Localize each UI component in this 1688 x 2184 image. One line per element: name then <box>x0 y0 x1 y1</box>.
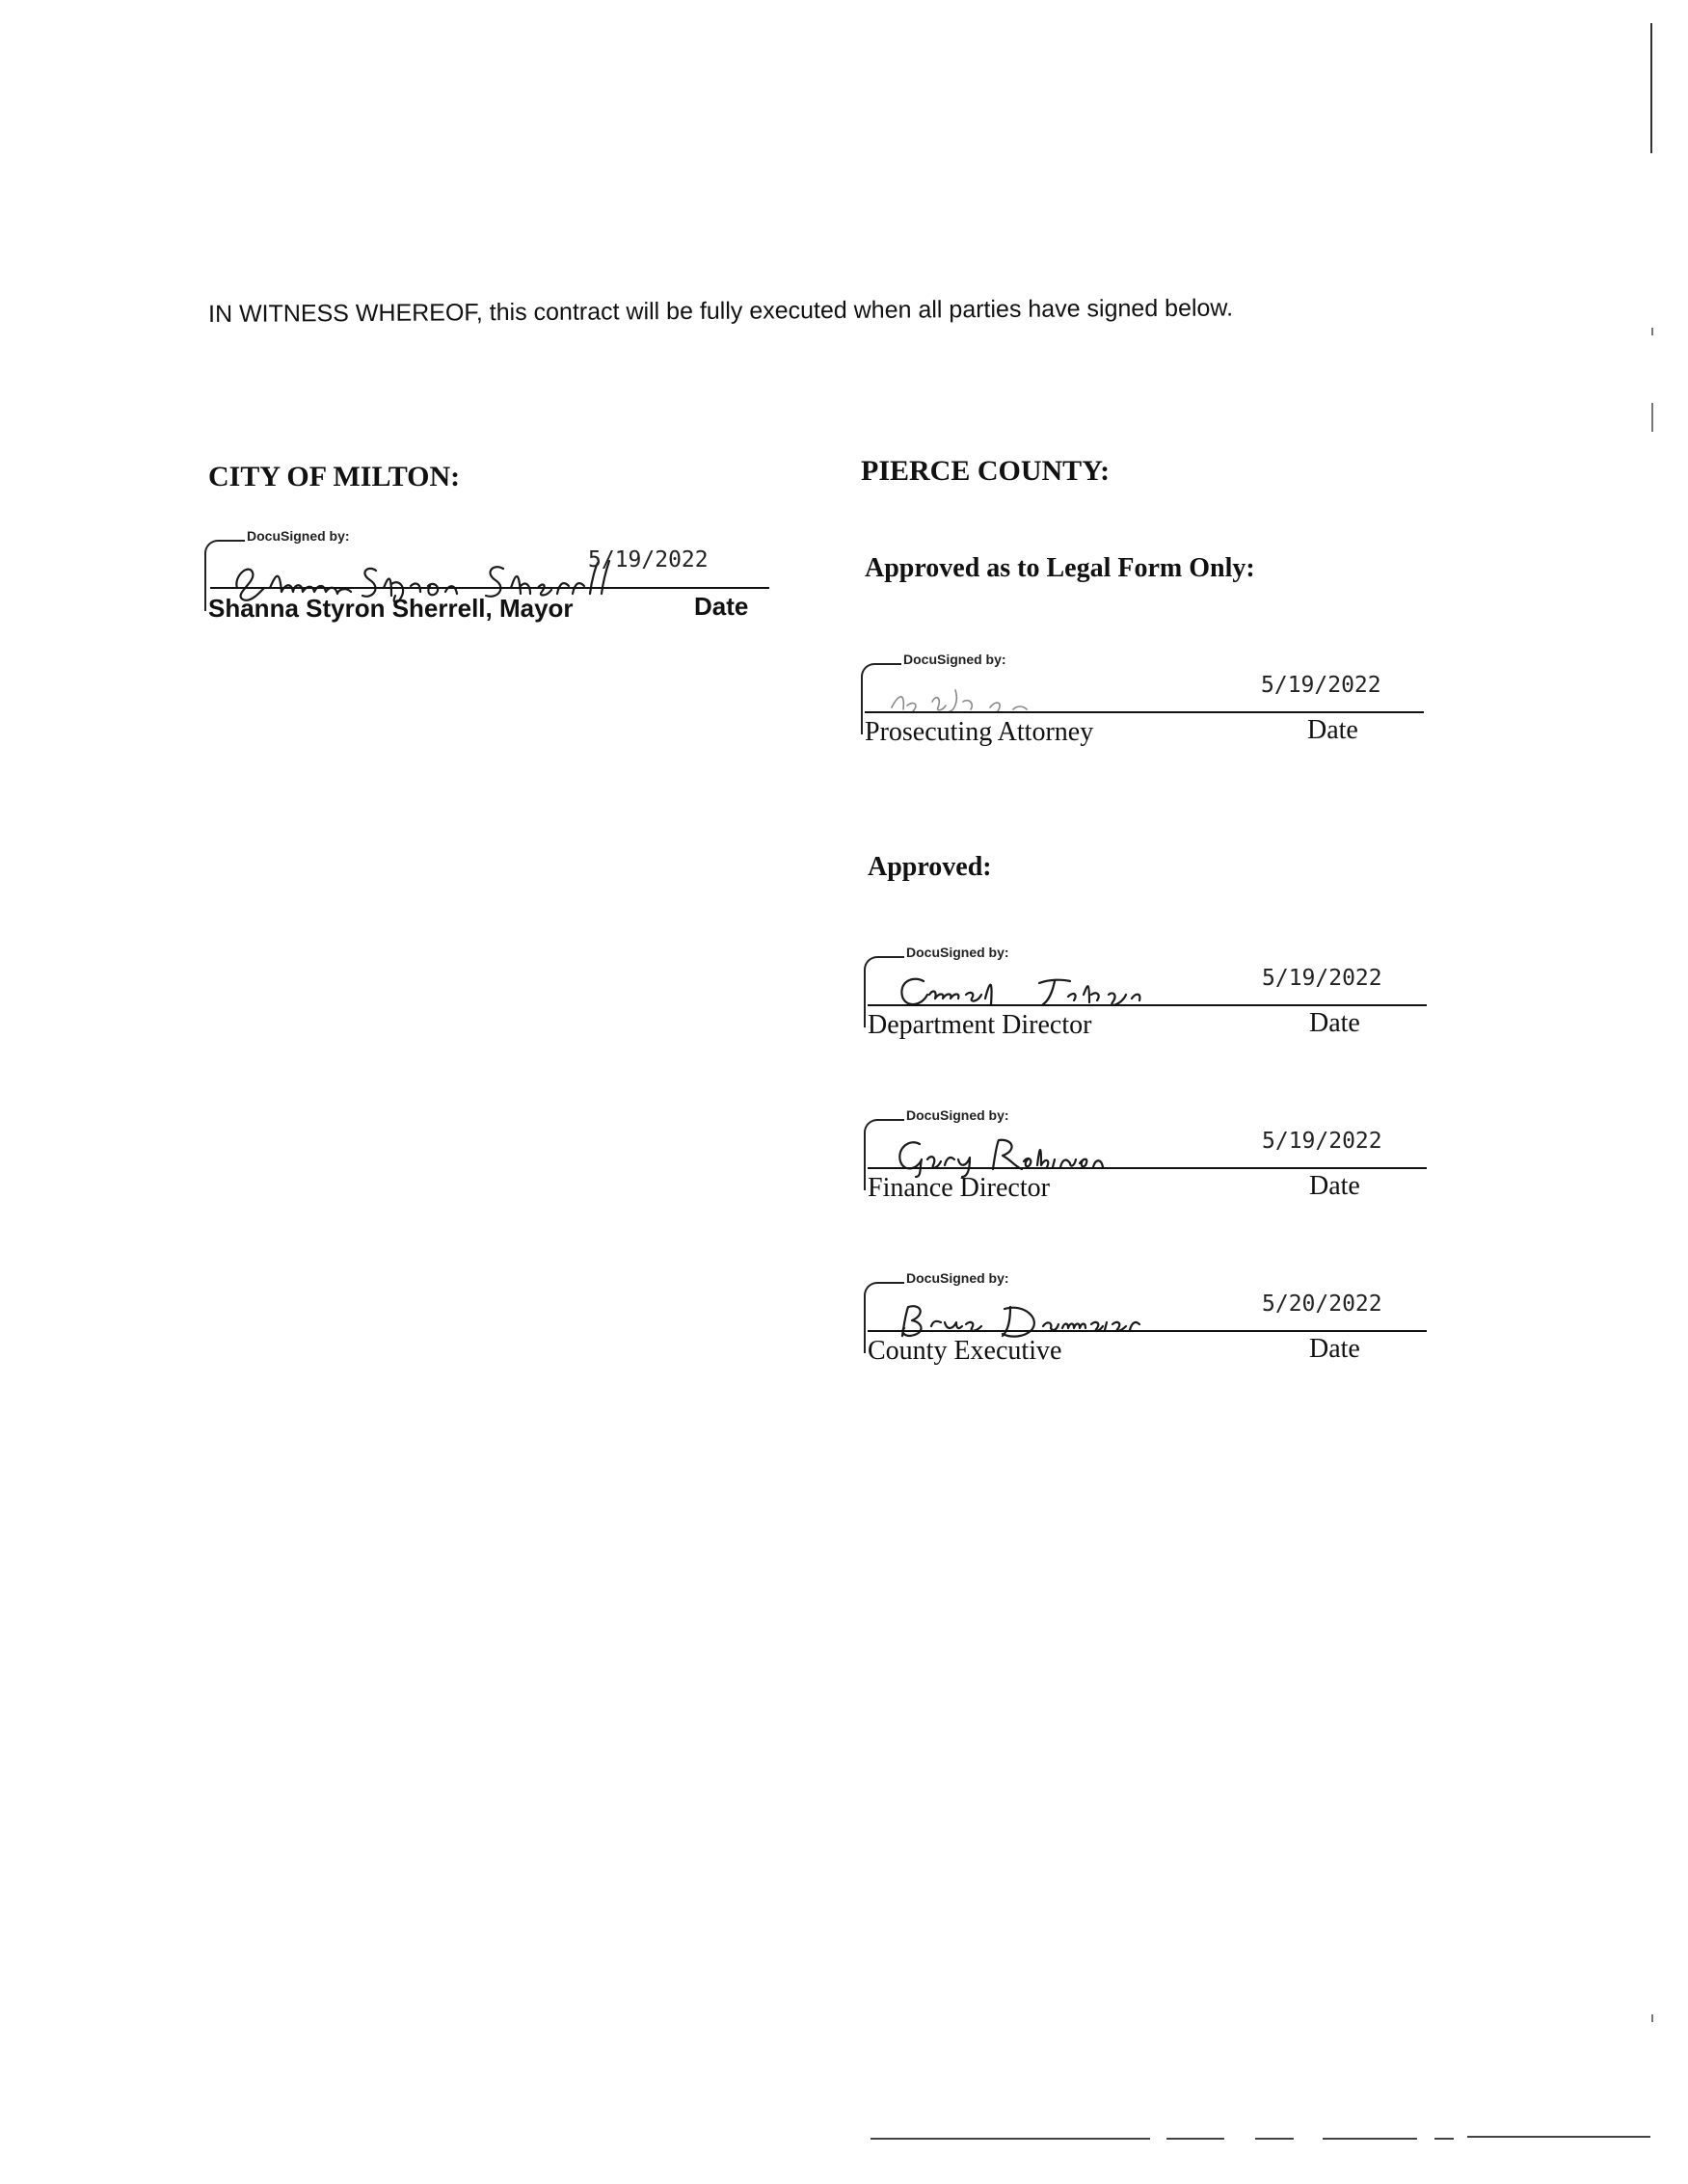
footer-scan-line <box>1467 2136 1650 2138</box>
signer-role: Department Director <box>868 1010 1092 1040</box>
legal-form-heading: Approved as to Legal Form Only: <box>865 553 1255 583</box>
footer-scan-line <box>1166 2138 1224 2140</box>
pierce-county-heading: PIERCE COUNTY: <box>861 455 1111 487</box>
city-of-milton-heading: CITY OF MILTON: <box>208 461 461 493</box>
date-label: Date <box>1309 1171 1360 1201</box>
prosecuting-signature-block <box>861 652 1430 758</box>
footer-scan-line <box>1323 2138 1417 2140</box>
docusign-label: DocuSigned by: <box>906 945 1009 960</box>
department-signature-block <box>864 945 1433 1051</box>
signature-date: 5/19/2022 <box>1262 1129 1382 1154</box>
milton-signature-block <box>204 528 773 634</box>
signature-image <box>885 966 1174 1014</box>
scan-edge-line <box>1650 23 1652 153</box>
docusign-label: DocuSigned by: <box>906 1107 1009 1123</box>
footer-scan-line <box>1255 2138 1294 2140</box>
footer-scan-line <box>871 2138 1150 2140</box>
signature-line <box>868 1004 1427 1006</box>
signer-role: Prosecuting Attorney <box>865 717 1094 747</box>
scan-speck <box>1651 328 1653 335</box>
signature-line <box>210 587 769 589</box>
signature-date: 5/19/2022 <box>1261 673 1381 698</box>
signer-role: County Executive <box>868 1336 1062 1366</box>
docusign-label: DocuSigned by: <box>903 652 1006 667</box>
signature-line <box>865 711 1424 713</box>
date-label: Date <box>694 592 749 621</box>
signature-date: 5/20/2022 <box>1262 1292 1382 1317</box>
signer-role: Finance Director <box>868 1173 1050 1203</box>
finance-signature-block <box>864 1107 1433 1213</box>
signature-line <box>868 1167 1427 1169</box>
signature-image <box>882 673 1075 721</box>
footer-scan-line <box>1434 2138 1454 2140</box>
executive-signature-block <box>864 1270 1433 1376</box>
date-label: Date <box>1309 1008 1360 1038</box>
signer-role: Shanna Styron Sherrell, Mayor <box>208 594 574 623</box>
docusign-label: DocuSigned by: <box>247 528 350 544</box>
scan-speck <box>1651 403 1653 432</box>
date-label: Date <box>1309 1334 1360 1364</box>
approved-heading: Approved: <box>868 852 992 882</box>
docusign-label: DocuSigned by: <box>906 1270 1009 1286</box>
signature-line <box>868 1330 1427 1332</box>
witness-clause: IN WITNESS WHEREOF, this contract will be fully executed when all parties have signed below. <box>208 294 1234 328</box>
signature-date: 5/19/2022 <box>588 547 709 573</box>
scan-speck <box>1651 2014 1653 2022</box>
signature-image <box>887 1131 1118 1179</box>
date-label: Date <box>1307 715 1358 745</box>
signature-date: 5/19/2022 <box>1262 966 1382 991</box>
